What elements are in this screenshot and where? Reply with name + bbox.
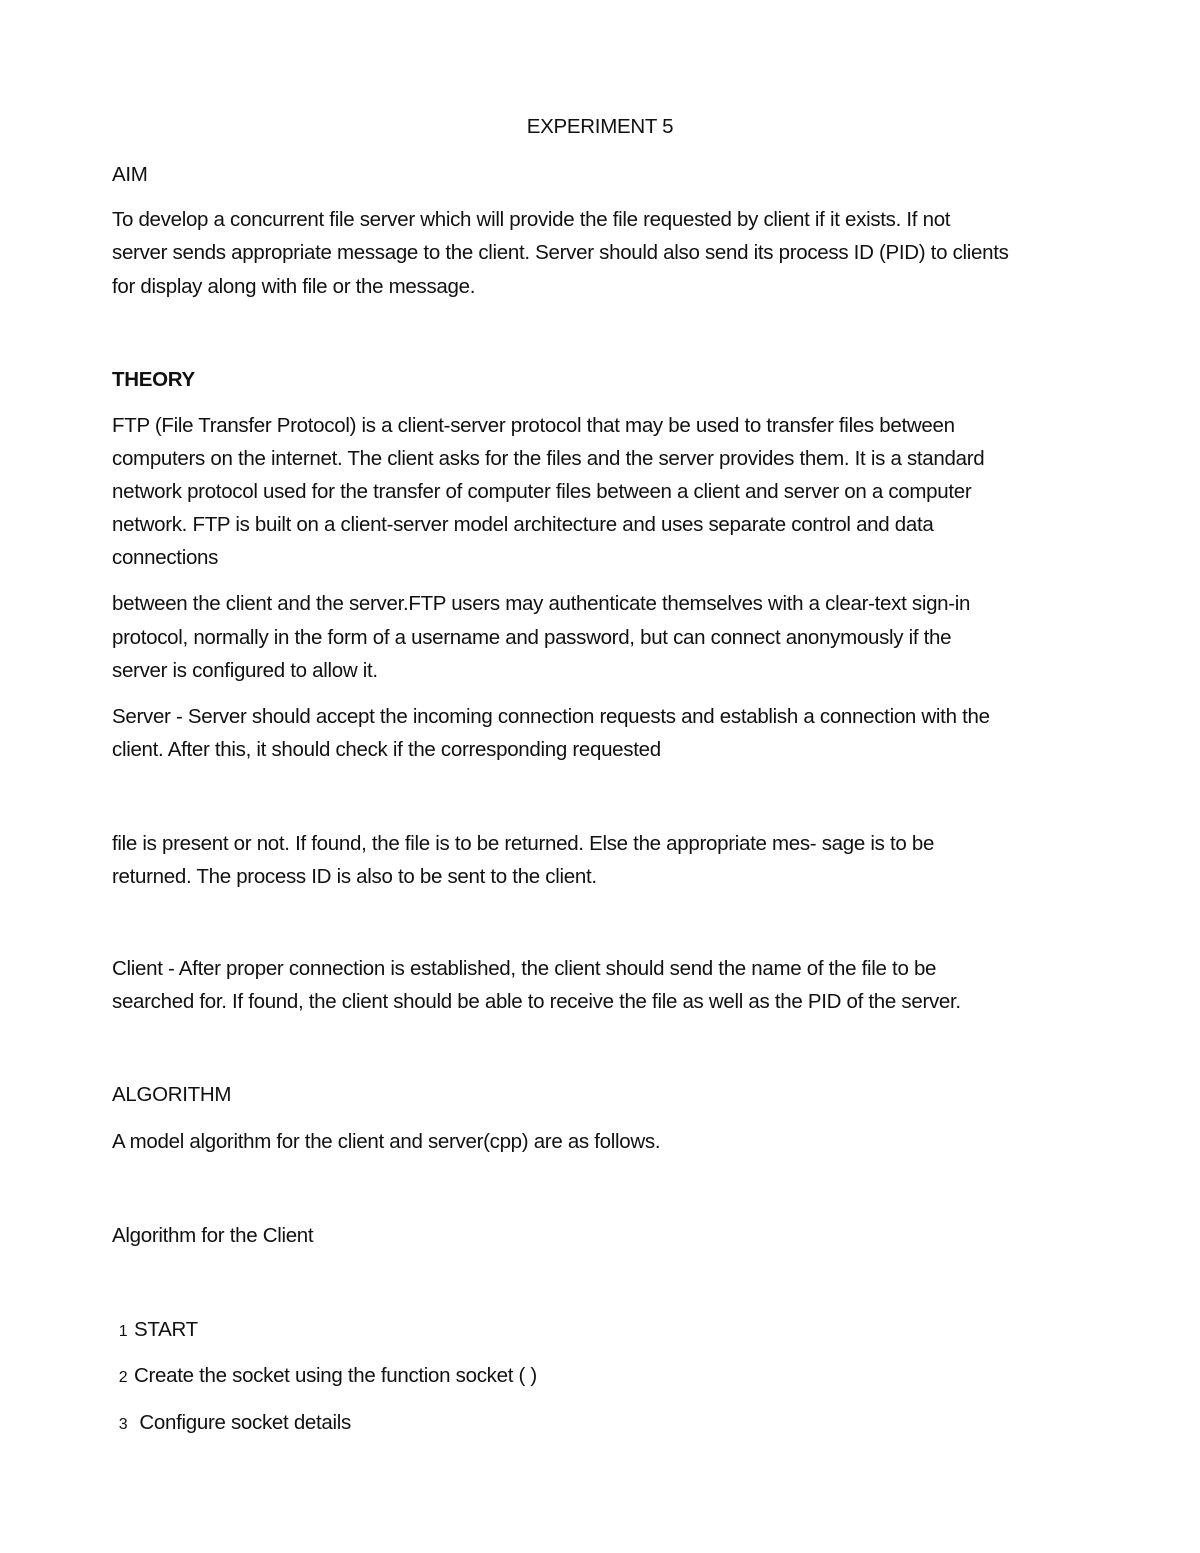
aim-line-3: for display along with file or the message.: [112, 275, 476, 298]
step-number: 2: [118, 1369, 128, 1386]
theory-p1-line-1: FTP (File Transfer Protocol) is a client-server protocol that may be used to transfer files between: [112, 414, 955, 437]
theory-heading: THEORY: [112, 368, 195, 391]
step-number: 1: [118, 1323, 128, 1340]
aim-heading: AIM: [112, 163, 148, 186]
client-algorithm-heading: Algorithm for the Client: [112, 1224, 314, 1247]
client-line-2: searched for. If found, the client should be able to receive the file as well as the PID of the server.: [112, 990, 961, 1013]
step-item: [112, 1359, 537, 1394]
file-line-2: returned. The process ID is also to be sent to the client.: [112, 865, 597, 888]
algorithm-intro: A model algorithm for the client and server(cpp) are as follows.: [112, 1130, 661, 1153]
algorithm-heading: ALGORITHM: [112, 1083, 232, 1106]
step-text: Configure socket details: [134, 1411, 351, 1434]
theory-p1-line-4: network. FTP is built on a client-server model architecture and uses separate control and data: [112, 513, 934, 536]
aim-line-2: server sends appropriate message to the client. Server should also send its process ID (PID) to clients: [112, 241, 1009, 264]
document-title: EXPERIMENT 5: [526, 115, 674, 138]
server-line-2: client. After this, it should check if the corresponding requested: [112, 738, 661, 761]
aim-line-1: To develop a concurrent file server which will provide the file requested by client if it exists. If not: [112, 208, 951, 231]
file-line-1: file is present or not. If found, the file is to be returned. Else the appropriate mes- sage is to be: [112, 832, 935, 855]
step-item: [112, 1313, 198, 1348]
theory-p1-line-5: connections: [112, 546, 219, 569]
theory-p2-line-3: server is configured to allow it.: [112, 659, 378, 682]
server-line-1: Server - Server should accept the incoming connection requests and establish a connection with the: [112, 705, 990, 728]
theory-p1-line-3: network protocol used for the transfer of computer files between a client and server on a computer: [112, 480, 972, 503]
step-number: 3: [118, 1416, 128, 1433]
theory-p2-line-2: protocol, normally in the form of a username and password, but can connect anonymously if the: [112, 626, 952, 649]
client-line-1: Client - After proper connection is established, the client should send the name of the file to be: [112, 957, 937, 980]
theory-p2-line-1: between the client and the server.FTP users may authenticate themselves with a clear-text sign-in: [112, 592, 971, 615]
step-text: START: [134, 1318, 198, 1341]
theory-p1-line-2: computers on the internet. The client asks for the files and the server provides them. It is a standard: [112, 447, 985, 470]
step-text: Create the socket using the function socket ( ): [134, 1364, 537, 1387]
step-item: [112, 1406, 351, 1441]
